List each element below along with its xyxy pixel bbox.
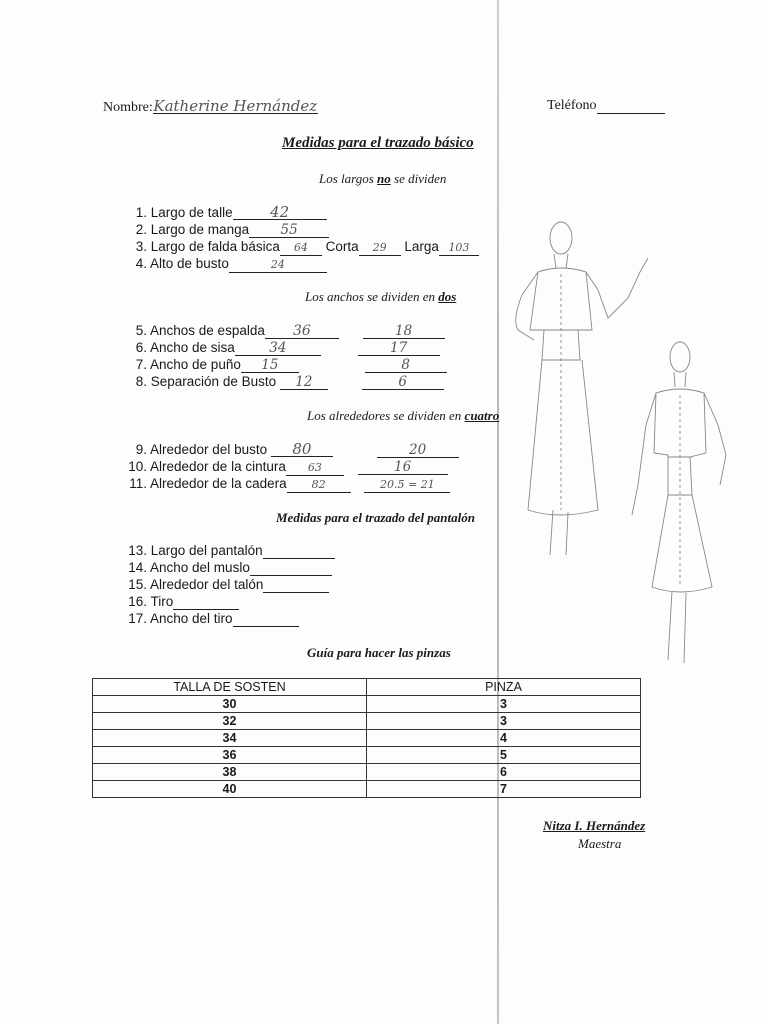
handwritten-value: 103 bbox=[439, 241, 479, 256]
list-item: 6. Ancho de sisa 34 17 bbox=[117, 340, 440, 357]
handwritten-value: 36 bbox=[265, 324, 339, 339]
handwritten-half: 18 bbox=[363, 324, 445, 339]
teacher-name: Nitza I. Hernández bbox=[543, 818, 646, 833]
handwritten-value: 24 bbox=[229, 258, 327, 273]
handwritten-value: 42 bbox=[233, 205, 327, 220]
dress-figure-sketch-2 bbox=[628, 335, 738, 670]
list-item: 11. Alrededor de la cadera 82 20.5 = 21 bbox=[117, 476, 450, 493]
list-item: 5. Anchos de espalda 36 18 bbox=[117, 323, 445, 340]
handwritten-value: 55 bbox=[249, 223, 329, 238]
handwritten-value: 82 bbox=[287, 478, 351, 493]
table-row: 38 6 bbox=[93, 764, 641, 781]
table-row: 34 4 bbox=[93, 730, 641, 747]
table-header: TALLA DE SOSTEN bbox=[93, 679, 367, 696]
handwritten-value: 34 bbox=[235, 341, 321, 356]
list-item: 3. Largo de falda básica 64 Corta 29 Larga 103 bbox=[117, 239, 479, 256]
list-item: 2. Largo de manga 55 bbox=[117, 222, 329, 239]
handwritten-quarter: 20 bbox=[377, 443, 459, 458]
list-item: 7. Ancho de puño 15 8 bbox=[117, 357, 447, 374]
handwritten-value: 80 bbox=[271, 442, 333, 457]
section-subtitle-circumferences: Los alrededores se dividen en cuatro bbox=[307, 408, 500, 423]
list-item: 4. Alto de busto 24 bbox=[117, 256, 327, 273]
list-item: 1. Largo de talle 42 bbox=[117, 205, 327, 222]
table-header-row bbox=[93, 679, 641, 696]
list-item: 9. Alrededor del busto 80 20 bbox=[117, 442, 459, 459]
table-row: 36 5 bbox=[93, 747, 641, 764]
darts-table bbox=[92, 678, 641, 798]
handwritten-half: 17 bbox=[358, 341, 440, 356]
list-item: 16. Tiro bbox=[117, 594, 239, 611]
list-item: 8. Separación de Busto 12 6 bbox=[117, 374, 444, 391]
phone-label: Teléfono bbox=[547, 98, 597, 113]
table-header: PINZA bbox=[367, 679, 641, 696]
list-item: 15. Alrededor del talón bbox=[117, 577, 329, 594]
name-value: Katherine Hernández bbox=[153, 97, 318, 115]
list-item: 13. Largo del pantalón bbox=[117, 543, 335, 560]
list-item: 10. Alrededor de la cintura 63 16 bbox=[117, 459, 448, 476]
table-row: 30 3 bbox=[93, 696, 641, 713]
section-subtitle-lengths: Los largos no se dividen bbox=[319, 171, 447, 186]
teacher-role: Maestra bbox=[578, 836, 622, 851]
table-row: 40 7 bbox=[93, 781, 641, 798]
handwritten-half: 6 bbox=[362, 375, 444, 390]
name-label: Nombre: bbox=[103, 100, 153, 115]
list-item: 17. Ancho del tiro bbox=[117, 611, 299, 628]
phone-blank bbox=[597, 99, 665, 114]
section-title-pants: Medidas para el trazado del pantalón bbox=[276, 510, 475, 525]
phone-field bbox=[547, 98, 665, 114]
handwritten-quarter: 16 bbox=[358, 460, 448, 475]
handwritten-value: 63 bbox=[286, 461, 344, 476]
handwritten-half: 8 bbox=[365, 358, 447, 373]
section-subtitle-widths: Los anchos se dividen en dos bbox=[305, 289, 457, 304]
list-item: 14. Ancho del muslo bbox=[117, 560, 332, 577]
handwritten-value: 15 bbox=[241, 358, 299, 373]
table-row: 32 3 bbox=[93, 713, 641, 730]
handwritten-value: 64 bbox=[280, 241, 322, 256]
handwritten-quarter: 20.5 = 21 bbox=[364, 478, 450, 493]
guide-title: Guía para hacer las pinzas bbox=[307, 645, 451, 660]
section-title-basic: Medidas para el trazado básico bbox=[282, 135, 474, 151]
handwritten-value: 12 bbox=[280, 375, 328, 390]
handwritten-value: 29 bbox=[359, 241, 401, 256]
name-field bbox=[103, 99, 318, 116]
